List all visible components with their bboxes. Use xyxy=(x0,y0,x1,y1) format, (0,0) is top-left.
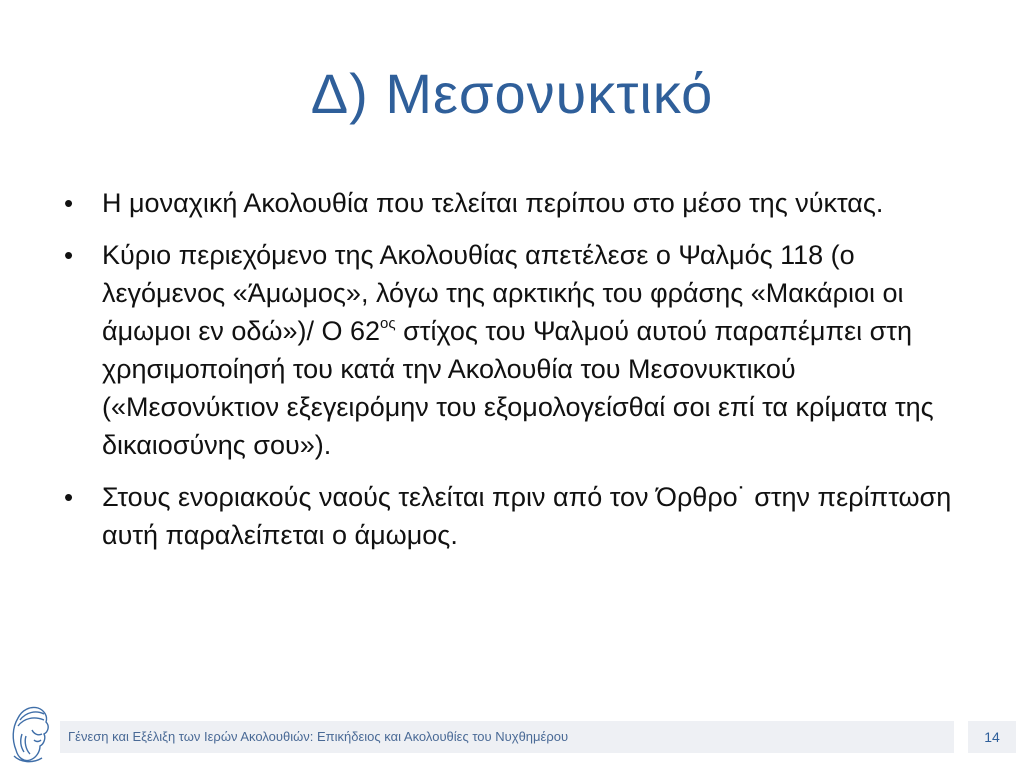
bullet-text: Στους ενοριακούς ναούς τελείται πριν από τον Όρθρο˙ στην περίπτωση αυτή παραλείπεται ο άμωμος. xyxy=(102,482,952,550)
bullet-text: Η μοναχική Ακολουθία που τελείται περίπου στο μέσο της νύκτας. xyxy=(102,188,884,218)
footer-course-title: Γένεση και Εξέλιξη των Ιερών Ακολουθιών: Επικήδειος και Ακολουθίες του Νυχθημέρου xyxy=(68,729,569,744)
bullet-text-part: Κύριο περιεχόμενο της Ακολουθίας απετέλεσε ο Ψαλμός 118 (ο λεγόμενος «Άμωμος», λόγω της αρκτικής του φράσης «Μακάριοι οι άμωμοι εν οδώ»)/ Ο 62 xyxy=(102,240,904,346)
footer-bar xyxy=(60,721,954,753)
bullet-marker: • xyxy=(64,240,74,270)
bullet-text-part: στίχος του Ψαλμού αυτού παραπέμπει στη χρησιμοποίησή του κατά την Ακολουθία του Μεσονυκτικού («Μεσονύκτιον εξεγειρόμην του εξομολογείσθαί σοι επί τα κρίματα της δικαιοσύνης σου»). xyxy=(102,316,934,460)
page-number-box xyxy=(968,721,1016,753)
slide-title: Δ) Μεσονυκτικό xyxy=(310,62,714,125)
bullet-marker: • xyxy=(64,188,74,218)
bullet-text xyxy=(102,240,934,460)
bullet-list xyxy=(60,184,960,568)
ordinal-superscript: ος xyxy=(380,315,396,332)
bullet-item-3 xyxy=(60,478,960,554)
athena-head-logo-icon xyxy=(6,700,52,764)
page-number: 14 xyxy=(984,729,1000,745)
bullet-marker: • xyxy=(64,482,74,512)
bullet-item-1 xyxy=(60,184,960,222)
bullet-item-2 xyxy=(60,236,960,464)
